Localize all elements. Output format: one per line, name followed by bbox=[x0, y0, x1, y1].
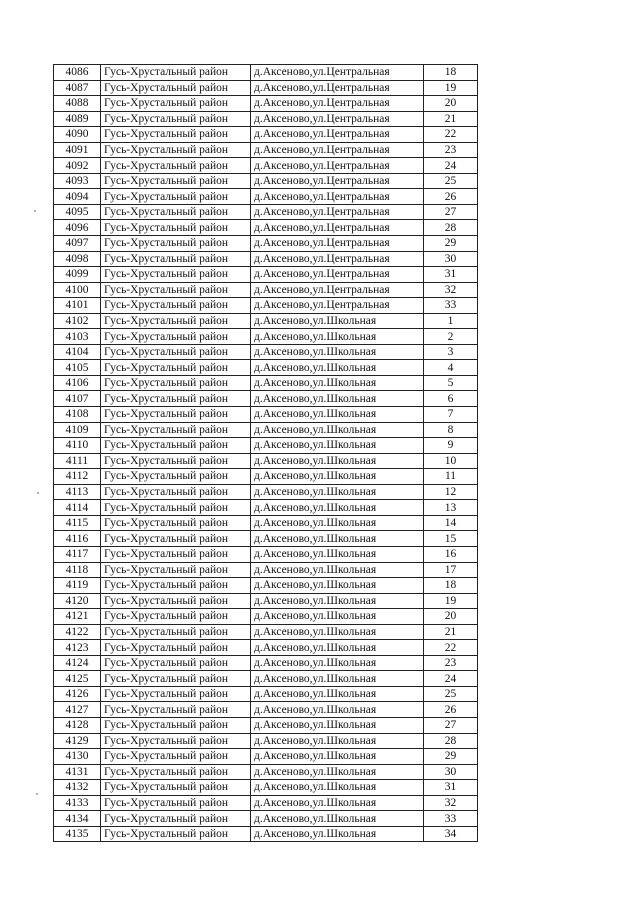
record-number-cell: 4115 bbox=[54, 515, 101, 531]
record-number-cell: 4107 bbox=[54, 391, 101, 407]
record-number-cell: 4118 bbox=[54, 562, 101, 578]
table-row bbox=[54, 220, 478, 236]
address-cell: д.Аксеново,ул.Школьная bbox=[251, 655, 424, 671]
record-number-cell: 4130 bbox=[54, 749, 101, 765]
address-cell: д.Аксеново,ул.Центральная bbox=[251, 65, 424, 81]
district-cell: Гусь-Хрустальный район bbox=[101, 344, 251, 360]
district-cell: Гусь-Хрустальный район bbox=[101, 702, 251, 718]
record-number-cell: 4126 bbox=[54, 686, 101, 702]
house-number-cell: 3 bbox=[424, 344, 478, 360]
table-row bbox=[54, 158, 478, 174]
address-cell: д.Аксеново,ул.Центральная bbox=[251, 173, 424, 189]
scan-speck bbox=[34, 210, 36, 212]
table-row bbox=[54, 111, 478, 127]
table-row bbox=[54, 251, 478, 267]
table-row bbox=[54, 484, 478, 500]
record-number-cell: 4128 bbox=[54, 717, 101, 733]
district-cell: Гусь-Хрустальный район bbox=[101, 127, 251, 143]
house-number-cell: 18 bbox=[424, 65, 478, 81]
district-cell: Гусь-Хрустальный район bbox=[101, 562, 251, 578]
district-cell: Гусь-Хрустальный район bbox=[101, 500, 251, 516]
district-cell: Гусь-Хрустальный район bbox=[101, 764, 251, 780]
record-number-cell: 4117 bbox=[54, 546, 101, 562]
address-cell: д.Аксеново,ул.Центральная bbox=[251, 142, 424, 158]
house-number-cell: 22 bbox=[424, 127, 478, 143]
address-cell: д.Аксеново,ул.Школьная bbox=[251, 609, 424, 625]
address-registry-table bbox=[53, 64, 478, 842]
table-row bbox=[54, 65, 478, 81]
address-cell: д.Аксеново,ул.Школьная bbox=[251, 780, 424, 796]
table-row bbox=[54, 298, 478, 314]
district-cell: Гусь-Хрустальный район bbox=[101, 111, 251, 127]
house-number-cell: 15 bbox=[424, 531, 478, 547]
district-cell: Гусь-Хрустальный район bbox=[101, 96, 251, 112]
record-number-cell: 4106 bbox=[54, 375, 101, 391]
table-row bbox=[54, 329, 478, 345]
table-row bbox=[54, 500, 478, 516]
record-number-cell: 4088 bbox=[54, 96, 101, 112]
table-row bbox=[54, 562, 478, 578]
table-row bbox=[54, 173, 478, 189]
address-cell: д.Аксеново,ул.Школьная bbox=[251, 469, 424, 485]
house-number-cell: 31 bbox=[424, 780, 478, 796]
house-number-cell: 30 bbox=[424, 764, 478, 780]
address-cell: д.Аксеново,ул.Центральная bbox=[251, 127, 424, 143]
house-number-cell: 25 bbox=[424, 686, 478, 702]
district-cell: Гусь-Хрустальный район bbox=[101, 204, 251, 220]
district-cell: Гусь-Хрустальный район bbox=[101, 142, 251, 158]
district-cell: Гусь-Хрустальный район bbox=[101, 593, 251, 609]
scan-speck bbox=[36, 793, 38, 795]
table-row bbox=[54, 391, 478, 407]
address-cell: д.Аксеново,ул.Школьная bbox=[251, 344, 424, 360]
record-number-cell: 4132 bbox=[54, 780, 101, 796]
address-cell: д.Аксеново,ул.Школьная bbox=[251, 671, 424, 687]
table-row bbox=[54, 236, 478, 252]
table-row bbox=[54, 142, 478, 158]
address-cell: д.Аксеново,ул.Школьная bbox=[251, 453, 424, 469]
house-number-cell: 7 bbox=[424, 407, 478, 423]
district-cell: Гусь-Хрустальный район bbox=[101, 267, 251, 283]
table-row bbox=[54, 313, 478, 329]
address-cell: д.Аксеново,ул.Центральная bbox=[251, 220, 424, 236]
house-number-cell: 28 bbox=[424, 733, 478, 749]
address-cell: д.Аксеново,ул.Центральная bbox=[251, 236, 424, 252]
district-cell: Гусь-Хрустальный район bbox=[101, 826, 251, 842]
house-number-cell: 9 bbox=[424, 438, 478, 454]
house-number-cell: 14 bbox=[424, 515, 478, 531]
table-row bbox=[54, 671, 478, 687]
address-cell: д.Аксеново,ул.Школьная bbox=[251, 391, 424, 407]
address-cell: д.Аксеново,ул.Центральная bbox=[251, 282, 424, 298]
table-row bbox=[54, 686, 478, 702]
house-number-cell: 20 bbox=[424, 96, 478, 112]
record-number-cell: 4086 bbox=[54, 65, 101, 81]
house-number-cell: 18 bbox=[424, 578, 478, 594]
district-cell: Гусь-Хрустальный район bbox=[101, 189, 251, 205]
record-number-cell: 4110 bbox=[54, 438, 101, 454]
address-cell: д.Аксеново,ул.Центральная bbox=[251, 251, 424, 267]
record-number-cell: 4087 bbox=[54, 80, 101, 96]
address-cell: д.Аксеново,ул.Центральная bbox=[251, 298, 424, 314]
house-number-cell: 5 bbox=[424, 375, 478, 391]
house-number-cell: 23 bbox=[424, 142, 478, 158]
district-cell: Гусь-Хрустальный район bbox=[101, 655, 251, 671]
house-number-cell: 32 bbox=[424, 282, 478, 298]
house-number-cell: 23 bbox=[424, 655, 478, 671]
record-number-cell: 4094 bbox=[54, 189, 101, 205]
district-cell: Гусь-Хрустальный район bbox=[101, 578, 251, 594]
record-number-cell: 4133 bbox=[54, 795, 101, 811]
table-row bbox=[54, 578, 478, 594]
record-number-cell: 4135 bbox=[54, 826, 101, 842]
house-number-cell: 25 bbox=[424, 173, 478, 189]
address-cell: д.Аксеново,ул.Школьная bbox=[251, 811, 424, 827]
record-number-cell: 4089 bbox=[54, 111, 101, 127]
address-cell: д.Аксеново,ул.Школьная bbox=[251, 686, 424, 702]
record-number-cell: 4123 bbox=[54, 640, 101, 656]
record-number-cell: 4116 bbox=[54, 531, 101, 547]
district-cell: Гусь-Хрустальный район bbox=[101, 453, 251, 469]
address-cell: д.Аксеново,ул.Школьная bbox=[251, 826, 424, 842]
house-number-cell: 32 bbox=[424, 795, 478, 811]
address-cell: д.Аксеново,ул.Школьная bbox=[251, 702, 424, 718]
address-cell: д.Аксеново,ул.Школьная bbox=[251, 329, 424, 345]
house-number-cell: 30 bbox=[424, 251, 478, 267]
house-number-cell: 17 bbox=[424, 562, 478, 578]
table-row bbox=[54, 204, 478, 220]
district-cell: Гусь-Хрустальный район bbox=[101, 422, 251, 438]
table-row bbox=[54, 96, 478, 112]
district-cell: Гусь-Хрустальный район bbox=[101, 313, 251, 329]
record-number-cell: 4099 bbox=[54, 267, 101, 283]
district-cell: Гусь-Хрустальный район bbox=[101, 640, 251, 656]
record-number-cell: 4095 bbox=[54, 204, 101, 220]
record-number-cell: 4091 bbox=[54, 142, 101, 158]
address-cell: д.Аксеново,ул.Центральная bbox=[251, 267, 424, 283]
address-cell: д.Аксеново,ул.Школьная bbox=[251, 624, 424, 640]
house-number-cell: 20 bbox=[424, 609, 478, 625]
table-row bbox=[54, 127, 478, 143]
house-number-cell: 6 bbox=[424, 391, 478, 407]
house-number-cell: 10 bbox=[424, 453, 478, 469]
record-number-cell: 4108 bbox=[54, 407, 101, 423]
address-cell: д.Аксеново,ул.Центральная bbox=[251, 96, 424, 112]
district-cell: Гусь-Хрустальный район bbox=[101, 749, 251, 765]
address-cell: д.Аксеново,ул.Школьная bbox=[251, 375, 424, 391]
record-number-cell: 4124 bbox=[54, 655, 101, 671]
district-cell: Гусь-Хрустальный район bbox=[101, 733, 251, 749]
district-cell: Гусь-Хрустальный район bbox=[101, 671, 251, 687]
record-number-cell: 4129 bbox=[54, 733, 101, 749]
district-cell: Гусь-Хрустальный район bbox=[101, 236, 251, 252]
table-row bbox=[54, 764, 478, 780]
address-cell: д.Аксеново,ул.Школьная bbox=[251, 546, 424, 562]
district-cell: Гусь-Хрустальный район bbox=[101, 375, 251, 391]
table-row bbox=[54, 655, 478, 671]
address-cell: д.Аксеново,ул.Школьная bbox=[251, 438, 424, 454]
district-cell: Гусь-Хрустальный район bbox=[101, 469, 251, 485]
address-cell: д.Аксеново,ул.Школьная bbox=[251, 749, 424, 765]
house-number-cell: 31 bbox=[424, 267, 478, 283]
house-number-cell: 12 bbox=[424, 484, 478, 500]
district-cell: Гусь-Хрустальный район bbox=[101, 717, 251, 733]
address-cell: д.Аксеново,ул.Школьная bbox=[251, 531, 424, 547]
address-cell: д.Аксеново,ул.Школьная bbox=[251, 484, 424, 500]
district-cell: Гусь-Хрустальный район bbox=[101, 624, 251, 640]
record-number-cell: 4105 bbox=[54, 360, 101, 376]
table-row bbox=[54, 282, 478, 298]
district-cell: Гусь-Хрустальный район bbox=[101, 780, 251, 796]
district-cell: Гусь-Хрустальный район bbox=[101, 251, 251, 267]
district-cell: Гусь-Хрустальный район bbox=[101, 329, 251, 345]
house-number-cell: 16 bbox=[424, 546, 478, 562]
record-number-cell: 4097 bbox=[54, 236, 101, 252]
address-cell: д.Аксеново,ул.Школьная bbox=[251, 640, 424, 656]
record-number-cell: 4125 bbox=[54, 671, 101, 687]
house-number-cell: 2 bbox=[424, 329, 478, 345]
house-number-cell: 28 bbox=[424, 220, 478, 236]
district-cell: Гусь-Хрустальный район bbox=[101, 65, 251, 81]
house-number-cell: 26 bbox=[424, 189, 478, 205]
registry-table-body bbox=[54, 65, 478, 842]
house-number-cell: 24 bbox=[424, 671, 478, 687]
district-cell: Гусь-Хрустальный район bbox=[101, 515, 251, 531]
house-number-cell: 27 bbox=[424, 204, 478, 220]
record-number-cell: 4127 bbox=[54, 702, 101, 718]
table-row bbox=[54, 717, 478, 733]
district-cell: Гусь-Хрустальный район bbox=[101, 438, 251, 454]
address-cell: д.Аксеново,ул.Школьная bbox=[251, 733, 424, 749]
district-cell: Гусь-Хрустальный район bbox=[101, 795, 251, 811]
table-row bbox=[54, 702, 478, 718]
record-number-cell: 4102 bbox=[54, 313, 101, 329]
house-number-cell: 33 bbox=[424, 811, 478, 827]
record-number-cell: 4101 bbox=[54, 298, 101, 314]
table-row bbox=[54, 795, 478, 811]
district-cell: Гусь-Хрустальный район bbox=[101, 407, 251, 423]
house-number-cell: 13 bbox=[424, 500, 478, 516]
house-number-cell: 21 bbox=[424, 111, 478, 127]
record-number-cell: 4090 bbox=[54, 127, 101, 143]
record-number-cell: 4109 bbox=[54, 422, 101, 438]
table-row bbox=[54, 80, 478, 96]
table-row bbox=[54, 360, 478, 376]
district-cell: Гусь-Хрустальный район bbox=[101, 220, 251, 236]
record-number-cell: 4122 bbox=[54, 624, 101, 640]
table-row bbox=[54, 593, 478, 609]
address-cell: д.Аксеново,ул.Школьная bbox=[251, 717, 424, 733]
district-cell: Гусь-Хрустальный район bbox=[101, 531, 251, 547]
table-row bbox=[54, 624, 478, 640]
address-cell: д.Аксеново,ул.Школьная bbox=[251, 407, 424, 423]
table-row bbox=[54, 546, 478, 562]
address-cell: д.Аксеново,ул.Школьная bbox=[251, 764, 424, 780]
house-number-cell: 19 bbox=[424, 593, 478, 609]
record-number-cell: 4103 bbox=[54, 329, 101, 345]
table-row bbox=[54, 189, 478, 205]
district-cell: Гусь-Хрустальный район bbox=[101, 484, 251, 500]
scan-speck bbox=[37, 492, 39, 494]
record-number-cell: 4131 bbox=[54, 764, 101, 780]
district-cell: Гусь-Хрустальный район bbox=[101, 158, 251, 174]
record-number-cell: 4119 bbox=[54, 578, 101, 594]
house-number-cell: 19 bbox=[424, 80, 478, 96]
district-cell: Гусь-Хрустальный район bbox=[101, 811, 251, 827]
address-cell: д.Аксеново,ул.Школьная bbox=[251, 500, 424, 516]
address-cell: д.Аксеново,ул.Школьная bbox=[251, 593, 424, 609]
record-number-cell: 4100 bbox=[54, 282, 101, 298]
table-row bbox=[54, 531, 478, 547]
table-row bbox=[54, 438, 478, 454]
table-row bbox=[54, 733, 478, 749]
record-number-cell: 4113 bbox=[54, 484, 101, 500]
district-cell: Гусь-Хрустальный район bbox=[101, 298, 251, 314]
address-cell: д.Аксеново,ул.Школьная bbox=[251, 422, 424, 438]
house-number-cell: 34 bbox=[424, 826, 478, 842]
district-cell: Гусь-Хрустальный район bbox=[101, 282, 251, 298]
house-number-cell: 8 bbox=[424, 422, 478, 438]
record-number-cell: 4114 bbox=[54, 500, 101, 516]
house-number-cell: 29 bbox=[424, 236, 478, 252]
table-row bbox=[54, 344, 478, 360]
address-cell: д.Аксеново,ул.Центральная bbox=[251, 111, 424, 127]
address-cell: д.Аксеново,ул.Центральная bbox=[251, 204, 424, 220]
district-cell: Гусь-Хрустальный район bbox=[101, 391, 251, 407]
address-cell: д.Аксеново,ул.Центральная bbox=[251, 189, 424, 205]
record-number-cell: 4093 bbox=[54, 173, 101, 189]
record-number-cell: 4096 bbox=[54, 220, 101, 236]
district-cell: Гусь-Хрустальный район bbox=[101, 360, 251, 376]
table-row bbox=[54, 407, 478, 423]
table-row bbox=[54, 469, 478, 485]
record-number-cell: 4121 bbox=[54, 609, 101, 625]
address-cell: д.Аксеново,ул.Школьная bbox=[251, 795, 424, 811]
district-cell: Гусь-Хрустальный район bbox=[101, 686, 251, 702]
address-cell: д.Аксеново,ул.Школьная bbox=[251, 562, 424, 578]
table-row bbox=[54, 515, 478, 531]
address-cell: д.Аксеново,ул.Школьная bbox=[251, 313, 424, 329]
district-cell: Гусь-Хрустальный район bbox=[101, 173, 251, 189]
house-number-cell: 29 bbox=[424, 749, 478, 765]
address-cell: д.Аксеново,ул.Школьная bbox=[251, 360, 424, 376]
address-cell: д.Аксеново,ул.Центральная bbox=[251, 158, 424, 174]
record-number-cell: 4092 bbox=[54, 158, 101, 174]
district-cell: Гусь-Хрустальный район bbox=[101, 546, 251, 562]
house-number-cell: 27 bbox=[424, 717, 478, 733]
house-number-cell: 21 bbox=[424, 624, 478, 640]
table-row bbox=[54, 453, 478, 469]
house-number-cell: 4 bbox=[424, 360, 478, 376]
record-number-cell: 4111 bbox=[54, 453, 101, 469]
table-row bbox=[54, 811, 478, 827]
record-number-cell: 4134 bbox=[54, 811, 101, 827]
house-number-cell: 24 bbox=[424, 158, 478, 174]
table-row bbox=[54, 267, 478, 283]
address-cell: д.Аксеново,ул.Школьная bbox=[251, 515, 424, 531]
house-number-cell: 1 bbox=[424, 313, 478, 329]
table-row bbox=[54, 749, 478, 765]
house-number-cell: 22 bbox=[424, 640, 478, 656]
table-row bbox=[54, 422, 478, 438]
house-number-cell: 11 bbox=[424, 469, 478, 485]
table-row bbox=[54, 375, 478, 391]
house-number-cell: 26 bbox=[424, 702, 478, 718]
address-cell: д.Аксеново,ул.Центральная bbox=[251, 80, 424, 96]
table-row bbox=[54, 826, 478, 842]
record-number-cell: 4098 bbox=[54, 251, 101, 267]
table-row bbox=[54, 780, 478, 796]
record-number-cell: 4112 bbox=[54, 469, 101, 485]
record-number-cell: 4104 bbox=[54, 344, 101, 360]
table-row bbox=[54, 640, 478, 656]
house-number-cell: 33 bbox=[424, 298, 478, 314]
district-cell: Гусь-Хрустальный район bbox=[101, 80, 251, 96]
district-cell: Гусь-Хрустальный район bbox=[101, 609, 251, 625]
record-number-cell: 4120 bbox=[54, 593, 101, 609]
table-row bbox=[54, 609, 478, 625]
address-cell: д.Аксеново,ул.Школьная bbox=[251, 578, 424, 594]
